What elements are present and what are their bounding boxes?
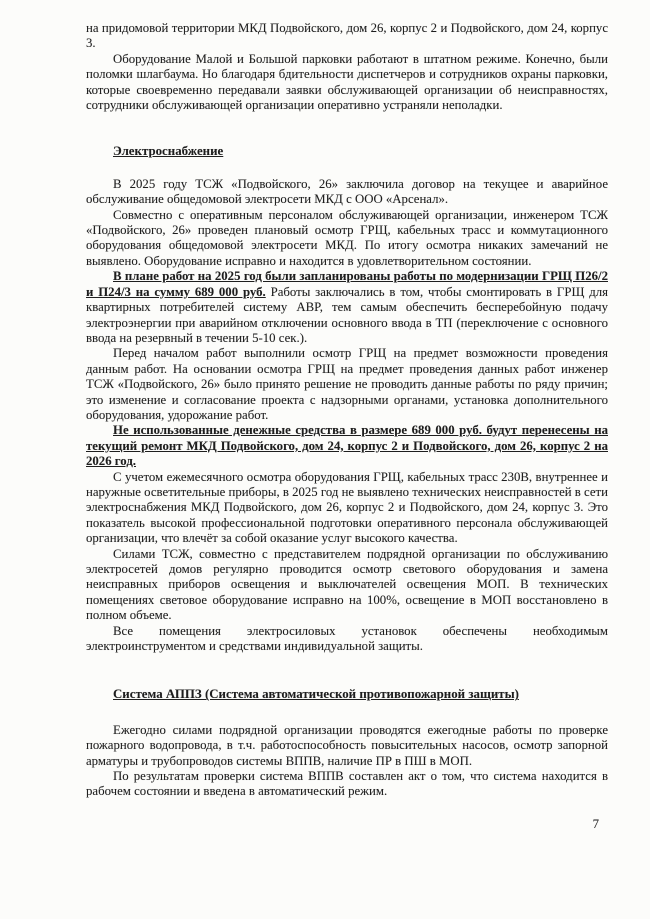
emphasized-modernization-text: В плане работ на 2025 год были запланированы работы по модернизации ГРЩ П26/2 и П24/3 на сумму 689 000 руб.	[86, 269, 608, 299]
paragraph-lighting-maintenance: Силами ТСЖ, совместно с представителем подрядной организации по обслуживанию электросетей домов регулярно проводится осмотр светового оборудования и замена неисправных приборов освещения и выключателей освещения МОП. В технических помещениях световое оборудование исправно на 100%, освещение в МОП восстановлено в полном объеме.	[86, 546, 608, 623]
paragraph-territory-continuation: на придомовой территории МКД Подвойского, дом 26, корпус 2 и Подвойского, дом 24, корпус 3.	[86, 21, 608, 51]
page-number: 7	[592, 817, 599, 831]
section-heading-appz: Система АППЗ (Система автоматической противопожарной защиты)	[113, 687, 519, 702]
paragraph-planned-inspection: Совместно с оперативным персоналом обслуживающей организации, инженером ТСЖ «Подвойского, 26» проведен плановый осмотр ГРЩ, кабельных трасс и коммутационного оборудования общедомовой электросети МКД. По итогу осмотра никаких замечаний не выявлено. Оборудование исправно и находится в удовлетворительном состоянии.	[86, 207, 608, 268]
paragraph-fire-water-check: Ежегодно силами подрядной организации проводятся ежегодные работы по проверке пожарного водопровода, в т.ч. работоспособность повысительных насосов, осмотр запорной арматуры и трубопроводов системы ВППВ, наличие ПР в ПШ в МОП.	[86, 722, 608, 768]
section-heading-electrosupply: Электроснабжение	[113, 144, 224, 159]
paragraph-inspection-decision: Перед началом работ выполнили осмотр ГРЩ на предмет возможности проведения данным работ. На основании осмотра ГРЩ на предмет проведения данных работ инженер ТСЖ «Подвойского, 26» было принято решение не проводить данные работы по ряду причин; это изменение и согласование проекта с надзорными органами, установка дополнительного оборудования, удорожание работ.	[86, 346, 608, 422]
paragraph-modernization-plan	[86, 269, 608, 346]
paragraph-funds-transfer-emphasized: Не использованные денежные средства в размере 689 000 руб. будут перенесены на текущий ремонт МКД Подвойского, дом 24, корпус 2 и Подвойского, дом 26, корпус 2 на 2026 год.	[86, 423, 608, 469]
paragraph-modernization-rest: Работы заключались в том, чтобы смонтировать в ГРЩ для квартирных потребителей систему АВР, тем самым обеспечить бесперебойную подачу электроэнергии при аварийном отключении основного ввода в ТП (переключение с основного ввода на резервный в течении 5-10 сек.).	[86, 284, 608, 345]
paragraph-contract-arsenal: В 2025 году ТСЖ «Подвойского, 26» заключила договор на текущее и аварийное обслуживание общедомовой электросети МКД с ООО «Арсенал».	[86, 176, 608, 207]
paragraph-parking-equipment: Оборудование Малой и Большой парковки работают в штатном режиме. Конечно, были поломки шлагбаума. Но благодаря бдительности диспетчеров и сотрудников охраны парковки, которые своевременно передавали заявки обслуживающей организации об неисправностях, сотрудники обслуживающей организации оперативно устраняли неполадки.	[86, 51, 608, 113]
paragraph-vppv-act: По результатам проверки система ВППВ составлен акт о том, что система находится в рабочем состоянии и введена в автоматический режим.	[86, 769, 608, 799]
paragraph-power-rooms-equipment: Все помещения электросиловых установок обеспечены необходимым электроинструментом и средствами индивидуальной защиты.	[86, 623, 608, 654]
paragraph-monthly-inspection: С учетом ежемесячного осмотра оборудования ГРЩ, кабельных трасс 230В, внутреннее и наружные осветительные приборы, в 2025 год не выявлено технических неисправностей в сети электроснабжения МКД Подвойского, дом 26, корпус 2 и Подвойского, дом 24, корпус 3. Это показатель высокой профессиональной подготовки оперативного персонала обслуживающей организации, что влечёт за собой оказание услуг высокого качества.	[86, 469, 608, 546]
